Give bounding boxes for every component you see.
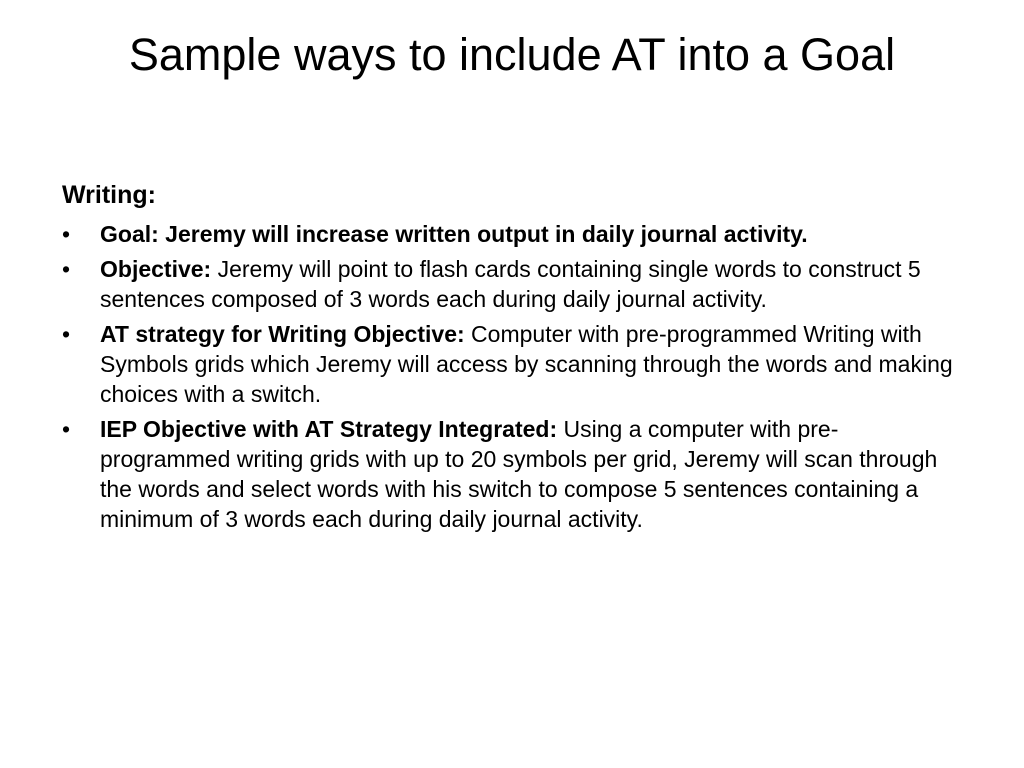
bullet-label: IEP Objective with AT Strategy Integrated: — [100, 416, 558, 443]
bullet-dot-icon: • — [62, 256, 71, 283]
bullet-text: Using a computer with pre-programmed writing grids with up to 20 symbols per grid, Jeremy will scan through the words and select words with his switch to compose 5 sentences containing a minimum of 3 words each during daily journal activity. — [100, 416, 938, 533]
bullet-text: Computer with pre-programmed Writing with Symbols grids which Jeremy will access by scanning through the words and making choices with a switch. — [100, 321, 953, 408]
bullet-label: AT strategy for Writing Objective: — [100, 321, 465, 348]
bullet-goal — [62, 219, 962, 249]
bullet-dot-icon: • — [62, 416, 71, 443]
bullet-label: Goal: Jeremy will increase written output in daily journal activity. — [100, 221, 808, 248]
bullet-list — [62, 219, 962, 534]
bullet-dot-icon: • — [62, 321, 71, 348]
bullet-iep-objective — [62, 414, 962, 534]
bullet-at-strategy — [62, 319, 962, 409]
slide-title: Sample ways to include AT into a Goal — [128, 29, 896, 80]
bullet-objective — [62, 254, 962, 314]
bullet-dot-icon: • — [62, 221, 71, 248]
bullet-text: Jeremy will point to flash cards containing single words to construct 5 sentences composed of 3 words each during daily journal activity. — [100, 256, 921, 313]
slide-content — [62, 180, 962, 539]
section-heading: Writing: — [62, 181, 156, 209]
bullet-label: Objective: — [100, 256, 212, 283]
